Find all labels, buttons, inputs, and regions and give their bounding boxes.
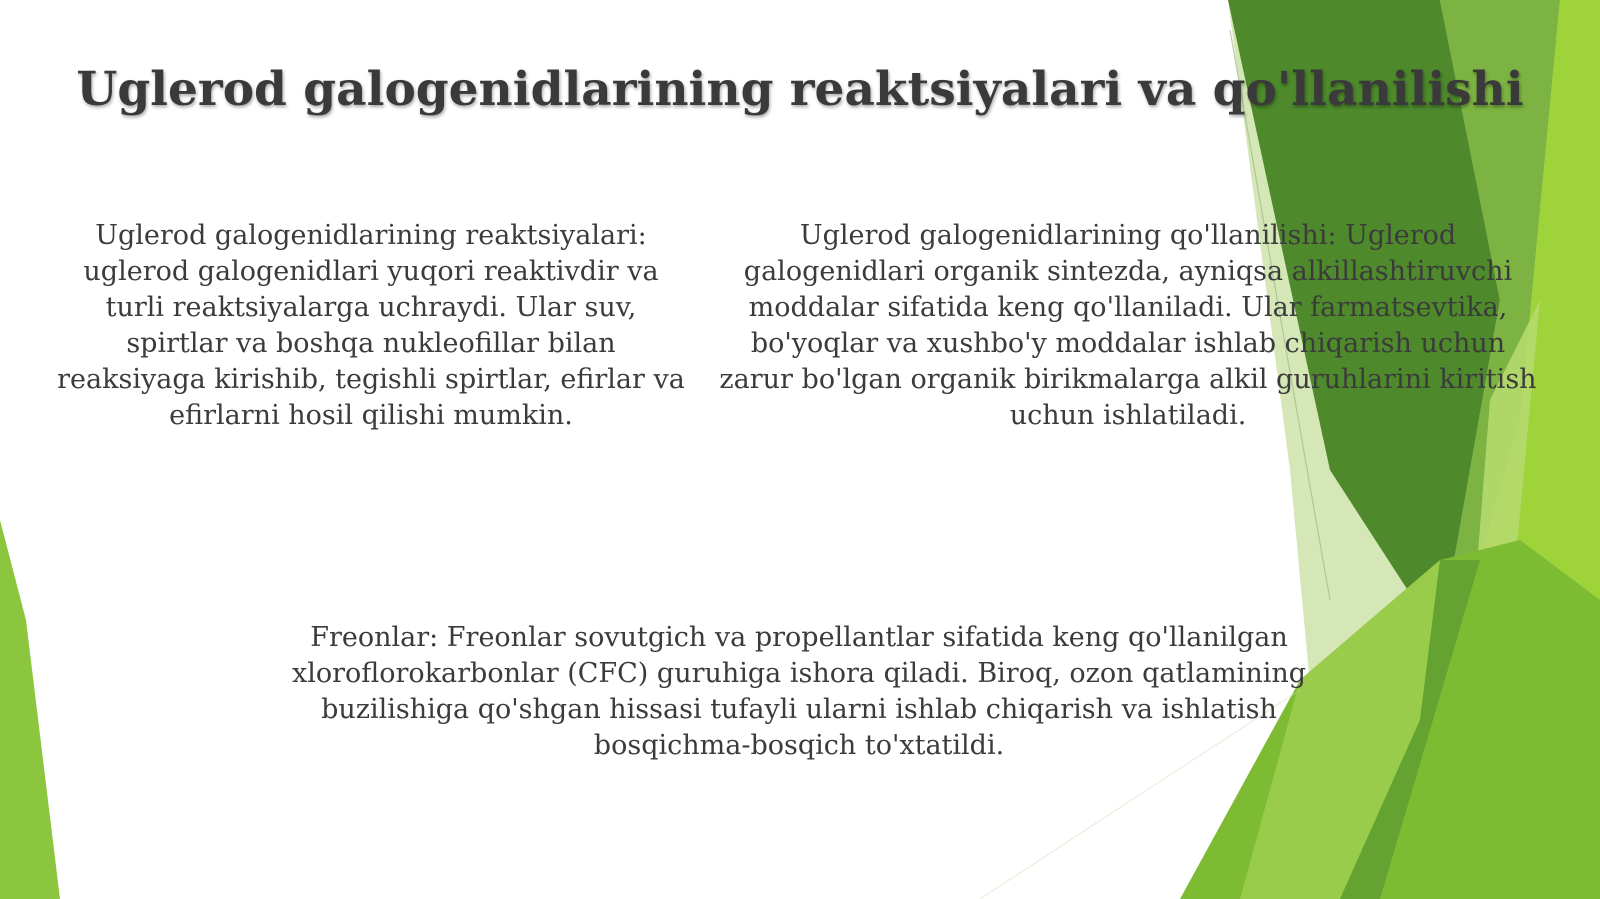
slide-title: Uglerod galogenidlarining reaktsiyalari va qo'llanilishi: [76, 62, 1524, 117]
freons-paragraph: Freonlar: Freonlar sovutgich va propellantlar sifatida keng qo'llanilgan xloroflorokarbonlar (CFC) guruhiga ishora qiladi. Biroq, ozon qatlamining buzilishiga qo'shgan hissasi tufayli ularni ishlab chiqarish va ishlatish bosqichma-bosqich to'xtatildi.: [291, 622, 1307, 761]
reactions-paragraph: Uglerod galogenidlarining reaktsiyalari: uglerod galogenidlari yuqori reaktivdir va turli reaktsiyalarga uchraydi. Ular suv, spirtlar va boshqa nukleofillar bilan reaksiyaga kirishib, tegishli spirtlar, efirlar va efirlarni hosil qilishi mumkin.: [57, 220, 685, 431]
applications-paragraph: Uglerod galogenidlarining qo'llanilishi: Uglerod galogenidlari organik sintezda, ayniqsa alkillashtiruvchi moddalar sifatida keng qo'llaniladi. Ular farmatsevtika, bo'yoqlar va xushbo'y moddalar ishlab chiqarish uchun zarur bo'lgan organik birikmalarga alkil guruhlarini kiritish uchun ishlatiladi.: [719, 220, 1537, 431]
left-green-sliver: [0, 520, 60, 899]
